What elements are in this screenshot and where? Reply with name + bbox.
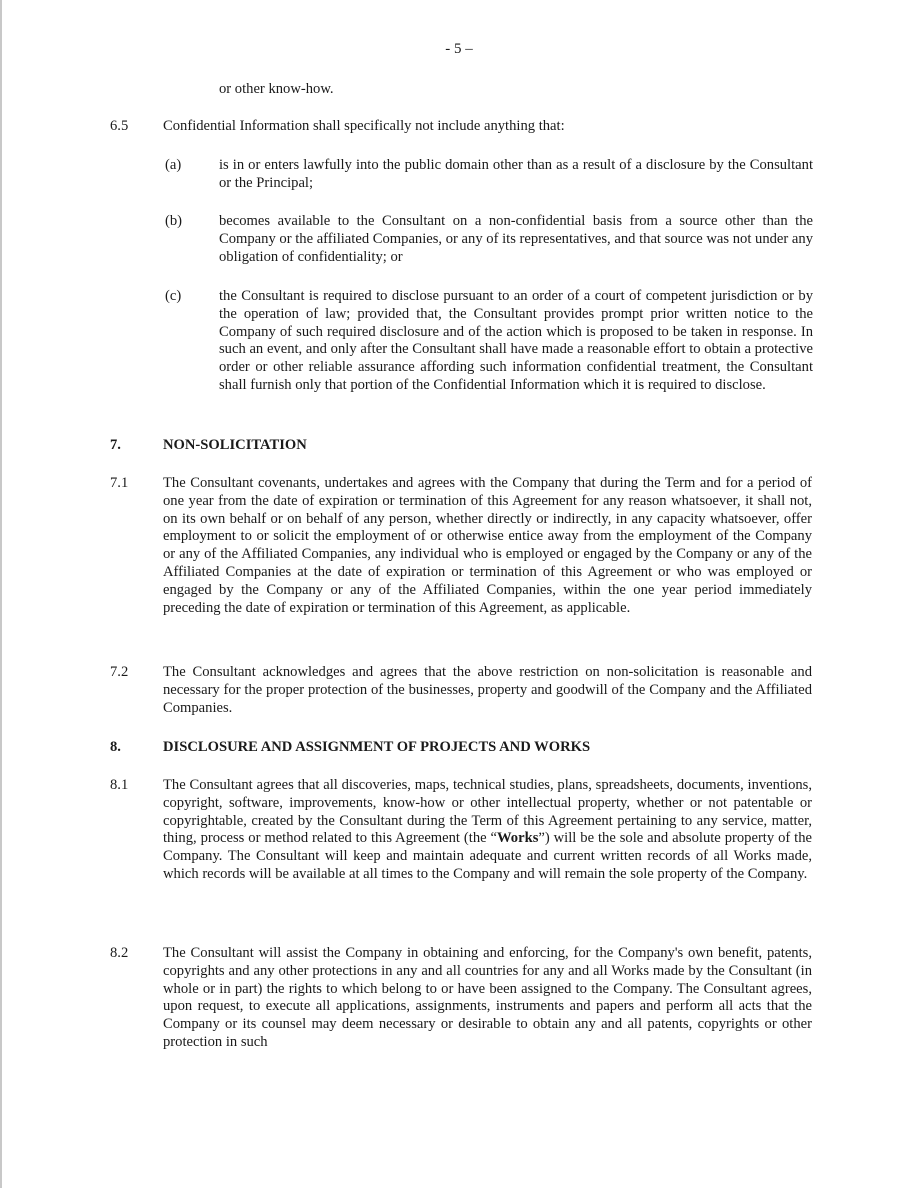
section-7-number: 7. [110, 437, 121, 453]
section-8-1-text-start: The Consultant agrees that all discoveries, maps, technical studies, plans, spreadsheets, documents, inventions, copyright, software, improvements, know-how or other intellectual property, whether or not patentable or copyrightable, created by the Consultant during the Term of this Agreement pertaining to any service, matter, thing, process or method related to this Agreement (the “ [163, 777, 812, 847]
item-a-text: is in or enters lawfully into the public domain other than as a result of a disclosure by the Consultant or the Principal; [219, 157, 813, 191]
page-edge [0, 0, 2, 1188]
section-8-1-number: 8.1 [110, 777, 129, 793]
item-a-label: (a) [165, 157, 182, 173]
item-b-label: (b) [165, 213, 183, 229]
section-7-2-text: The Consultant acknowledges and agrees that the above restriction on non-solicitation is reasonable and necessary for the proper protection of the businesses, property and goodwill of the Company and the Affiliated Companies. [163, 664, 812, 716]
works-defined-term: Works [497, 830, 539, 847]
section-7-1-text: The Consultant covenants, undertakes and agrees with the Company that during the Term and for a period of one year from the date of expiration or termination of this Agreement for any reason whatsoever, it shall not, on its own behalf or on behalf of any person, whether directly or indirectly, in any capacity whatsoever, offer employment to or solicit the employment of or otherwise entice away from the employment of the Company or any of the Affiliated Companies, any individual who is employed or engaged by the Company or any of the Affiliated Companies at the date of expiration or termination of this Agreement or who was employed or engaged by the Company or any of the Affiliated Companies, within the one year period immediately preceding the date of expiration or termination of this Agreement, as applicable. [163, 475, 812, 616]
item-c-text: the Consultant is required to disclose pursuant to an order of a court of competent jurisdiction or by the operation of law; provided that, the Consultant provides prompt prior written notice to the Company of such required disclosure and of the action which is proposed to be taken in response. In such an event, and only after the Consultant shall have made a reasonable effort to obtain a protective order or other reliable assurance affording such information confidential treatment, the Consultant shall furnish only that portion of the Confidential Information which it is required to disclose. [219, 288, 813, 393]
section-7-1-number: 7.1 [110, 475, 129, 491]
item-b-text: becomes available to the Consultant on a non-confidential basis from a source other than the Company or the affiliated Companies, or any of its representatives, and that source was not under any obligation of confidentiality; or [219, 213, 813, 265]
section-8-1-text-end: ”) will be the sole and absolute property of the Company. The Consultant will keep and maintain adequate and current written records of all Works made, which records will be available at all times to the Company and will remain the sole property of the Company. [163, 830, 812, 882]
section-8-number: 8. [110, 739, 121, 755]
section-7-heading: NON-SOLICITATION [163, 437, 307, 453]
section-6-5-number: 6.5 [110, 118, 129, 134]
section-8-2-number: 8.2 [110, 945, 129, 961]
item-c-label: (c) [165, 288, 182, 304]
carryover-text: or other know-how. [219, 81, 334, 97]
section-6-5-intro: Confidential Information shall specifically not include anything that: [163, 118, 565, 134]
section-7-2-number: 7.2 [110, 664, 129, 680]
section-8-heading: DISCLOSURE AND ASSIGNMENT OF PROJECTS AND WORKS [163, 739, 591, 755]
section-8-2-text: The Consultant will assist the Company in obtaining and enforcing, for the Company's own benefit, patents, copyrights and any other protections in any and all countries for any and all Works made by the Consultant (in whole or in part) the rights to which belong to or have been assigned to the Company. The Consultant agrees, upon request, to execute all applications, assignments, instruments and papers and perform all acts that the Company or its counsel may deem necessary or desirable to obtain any and all patents, copyrights or other protection in such [163, 945, 812, 1050]
section-8-1-text [163, 777, 812, 884]
page-number: - 5 – [445, 41, 473, 57]
